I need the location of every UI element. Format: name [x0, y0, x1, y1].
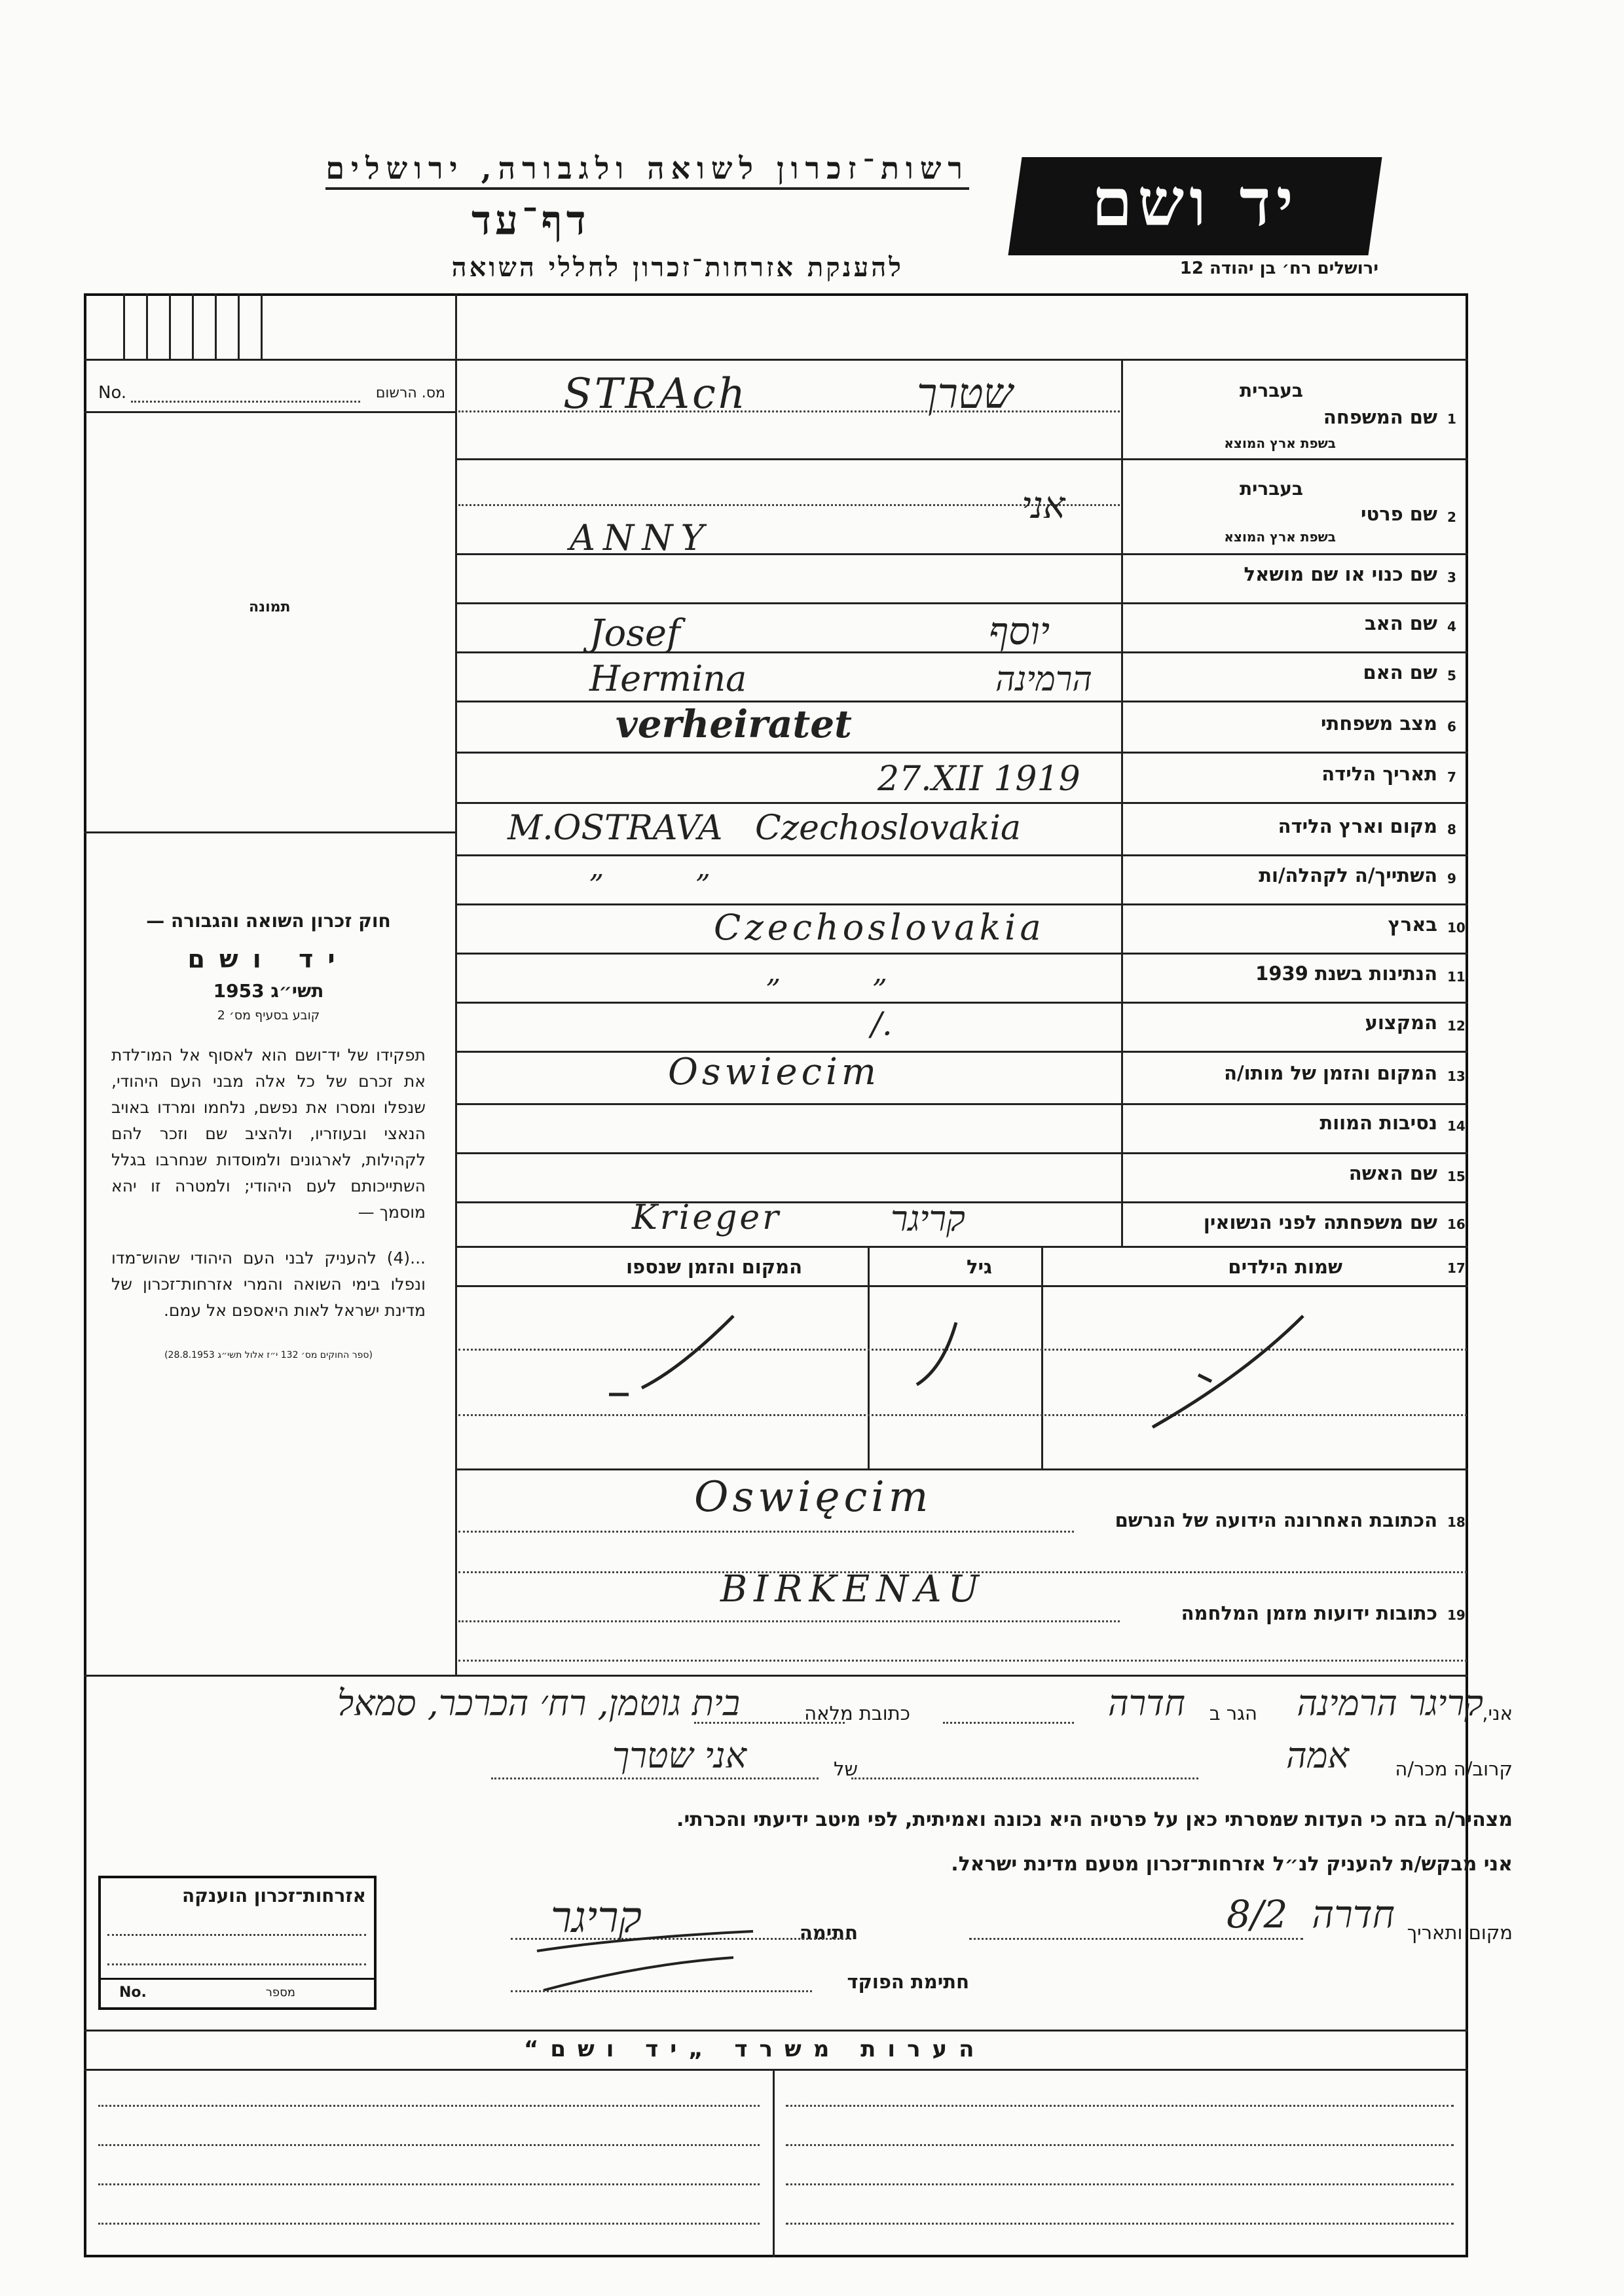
field-number: 15: [1447, 1169, 1466, 1184]
children-place-header: המקום והזמן שנספו: [626, 1256, 802, 1278]
field-number: 9: [1447, 871, 1456, 886]
community-value[interactable]: „ „: [589, 851, 711, 884]
form-subtitle: להענקת אזרחות־זכרון לחללי השואה: [451, 252, 904, 283]
certificate-number-label: מספר: [265, 1986, 295, 1999]
field-label: בשפת ארץ המוצא: [1224, 529, 1336, 545]
form-rule: [455, 1152, 1468, 1154]
field-label: של: [833, 1758, 858, 1780]
victim-name-declaration[interactable]: אני שטרך: [612, 1735, 747, 1776]
field-label: שם כנוי או שם מושאל: [1244, 563, 1437, 585]
field-label: המקום והזמן של מותו/ה: [1224, 1062, 1437, 1084]
dotted-line: [458, 1531, 1074, 1533]
signature-label: חתימה: [799, 1922, 858, 1944]
declaration-request: אני מבקש/ת להעניק לנ״ל אזרחות־זכרון מטעם מדינת ישראל.: [951, 1853, 1513, 1876]
field-number: 8: [1447, 822, 1456, 837]
form-rule: [455, 701, 1468, 702]
law-text-2: ...(4) להעניק לבני העם היהודי שהוש־מדו ונפלו בימי השואה והמרי אזרחות־זכרון של מדינת ישראל לאות היאספם אל עמם.: [111, 1248, 426, 1320]
field-label: בשפת ארץ המוצא: [1224, 435, 1336, 451]
place-date-value[interactable]: חדרה 8/2: [1227, 1892, 1395, 1937]
field-number: 3: [1447, 570, 1456, 585]
family-name-latin[interactable]: STRAch: [563, 370, 748, 418]
declaration-truth: מצהיר/ה בזה כי העדות שמסרתי כאן על פרטיה היא נכונה ואמיתית, לפי מיטב ידיעתי והכרתי.: [676, 1808, 1513, 1831]
form-rule: [84, 411, 455, 413]
field-label: כתובות ידועות מזמן המלחמה: [1181, 1602, 1437, 1624]
wartime-address-value[interactable]: BIRKENAU: [720, 1568, 986, 1611]
dotted-line: [786, 2183, 1454, 2185]
form-rule: [455, 752, 1468, 754]
logo-address: ירושלים רח׳ בן יהודה 12: [1179, 259, 1378, 278]
form-rule: [84, 359, 1468, 361]
death-place-value[interactable]: Oswiecim: [668, 1051, 881, 1093]
field-label: מקום וארץ הלידה: [1278, 815, 1437, 837]
first-name-hebrew[interactable]: אני: [1022, 484, 1065, 527]
field-label: הנתינות בשנת 1939: [1255, 962, 1437, 985]
photo-label: תמונה: [249, 599, 291, 615]
field-label: הכתובת האחרונה הידועה של הנרשם: [1115, 1509, 1437, 1531]
field-number: 19: [1447, 1607, 1466, 1623]
field-number: 4: [1447, 619, 1456, 634]
form-rule: [455, 602, 1468, 604]
form-rule: [455, 458, 1468, 460]
declarant-name[interactable]: קריגר הרמינה: [1297, 1683, 1483, 1724]
dotted-line: [458, 1620, 1120, 1622]
dotted-line: [786, 2223, 1454, 2225]
form-rule: [455, 1103, 1468, 1105]
law-reference: (ספר החוקים מס׳ 132 י״ז אלול תשי״ג 28.8.1953): [164, 1350, 373, 1360]
field-number: 13: [1447, 1068, 1466, 1084]
dotted-line: [969, 1938, 1303, 1940]
field-number: 2: [1447, 509, 1456, 525]
form-rule: [123, 293, 125, 359]
declarant-city[interactable]: חדרה: [1108, 1683, 1185, 1724]
field-label: שם פרטי: [1360, 503, 1437, 525]
children-age-header: גיל: [966, 1256, 992, 1278]
certificate-box-title: אזרחות־זכרון הוענקה: [182, 1885, 366, 1906]
form-rule: [238, 293, 240, 359]
digit-boxes[interactable]: [84, 293, 455, 359]
dotted-line: [786, 2144, 1454, 2146]
field-number: 10: [1447, 920, 1466, 936]
certificate-box: [98, 1876, 377, 2010]
form-rule: [455, 903, 1468, 905]
form-rule: [146, 293, 148, 359]
profession-value[interactable]: /.: [871, 1005, 893, 1043]
law-name: יד ושם: [187, 945, 350, 974]
field-label: נסיבות המוות: [1320, 1112, 1437, 1134]
form-rule: [455, 1051, 1468, 1053]
office-notes-title: הערות משרד „יד ושם“: [524, 2036, 986, 2062]
birth-date-value[interactable]: 27.XII 1919: [877, 759, 1080, 799]
form-rule: [84, 2069, 1468, 2071]
citizenship-value[interactable]: „ „: [766, 956, 888, 989]
maiden-name-hebrew[interactable]: קריגר: [891, 1198, 965, 1239]
family-name-hebrew[interactable]: שטרך: [917, 370, 1013, 418]
field-number: 5: [1447, 668, 1456, 683]
form-rule: [455, 1285, 1468, 1287]
law-section: קובע בסעיף מס׳ 2: [217, 1008, 320, 1023]
form-rule: [261, 293, 263, 359]
field-label: בעברית: [1239, 380, 1303, 401]
field-label: כתובת מלאה: [804, 1702, 910, 1724]
field-label: קרוב/ה מכר/ה: [1395, 1758, 1513, 1780]
dotted-line: [98, 2183, 760, 2185]
field-label: שם האשה: [1348, 1162, 1437, 1184]
law-text-block: [111, 910, 426, 1360]
field-label: שם האב: [1364, 612, 1437, 634]
signature-strike: [524, 1886, 786, 2016]
field-number: 18: [1447, 1514, 1466, 1530]
field-number: 11: [1447, 969, 1466, 985]
form-rule: [455, 953, 1468, 955]
form-rule: [773, 2069, 775, 2257]
dotted-line: [107, 1963, 366, 1965]
field-number: 6: [1447, 719, 1456, 735]
law-year: תשי״ג 1953: [213, 980, 324, 1002]
father-name-latin[interactable]: Josef: [589, 612, 680, 655]
authority-title: רשות־זכרון לשואה ולגבורה, ירושלים: [325, 151, 969, 190]
dotted-line: [851, 1777, 1198, 1779]
form-title: דף־עד: [471, 196, 590, 244]
field-label: שם משפחתה לפני הנשואין: [1203, 1211, 1437, 1233]
field-label: בעברית: [1239, 478, 1303, 500]
mother-name-hebrew[interactable]: הרמינה: [995, 660, 1092, 699]
relationship-value[interactable]: אמה: [1285, 1735, 1349, 1776]
dotted-line: [458, 504, 1120, 506]
field-number: 12: [1447, 1018, 1466, 1034]
logo-text: יד ושם: [1092, 164, 1299, 241]
dotted-line: [107, 1934, 366, 1936]
field-label: מצב משפחתי: [1320, 712, 1437, 735]
children-names-header: שמות הילדים: [1228, 1256, 1342, 1278]
field-label: המקצוע: [1365, 1011, 1437, 1034]
field-label: תאריך הלידה: [1321, 763, 1437, 785]
place-date-label: מקום ותאריך: [1407, 1922, 1513, 1944]
field-number: 16: [1447, 1216, 1466, 1232]
law-text-1: תפקידו של יד־ושם הוא לאסוף אל המו־לדת את זכרם של כל אלה מבני העם היהודי, שנפלו ומסרו את נפשם, נלחמו ומרדו באויב הנאצי ובעוזריו, ולהציב שם וזכר להם לקהילות, לארגונים ולמוסדות שנחרבו בגלל השתייכותם לעם היהודי; ולמטרה זו יהא מוסמך —: [111, 1046, 426, 1222]
certificate-number-prefix: No.: [119, 1984, 147, 2001]
field-number: 17: [1447, 1260, 1466, 1276]
registration-number-label: מס. הרשום: [375, 385, 445, 401]
form-rule: [84, 2030, 1468, 2032]
dotted-line: [511, 1990, 812, 1992]
dotted-line: [98, 2105, 760, 2107]
field-label: שם האם: [1363, 661, 1437, 683]
field-label: בארץ: [1388, 913, 1437, 936]
dotted-line: [491, 1777, 819, 1779]
form-rule: [84, 1675, 1468, 1677]
law-title: חוק זכרון השואה והגבורה —: [146, 910, 391, 932]
birth-place-value[interactable]: M.OSTRAVA Czechoslovakia: [507, 809, 1022, 848]
dotted-line: [943, 1722, 1074, 1724]
last-address-value[interactable]: Oswięcim: [694, 1473, 932, 1522]
field-label: שם המשפחה: [1323, 406, 1437, 428]
dotted-line: [786, 2105, 1454, 2107]
first-name-latin[interactable]: ANNY: [570, 517, 712, 558]
mother-name-latin[interactable]: Hermina: [589, 658, 747, 699]
dotted-line: [98, 2144, 760, 2146]
marital-status-value[interactable]: verheiratet: [616, 702, 852, 746]
form-rule: [215, 293, 217, 359]
form-rule: [84, 831, 455, 833]
signature-value[interactable]: קריגר: [550, 1892, 642, 1942]
father-name-hebrew[interactable]: יוסף: [989, 609, 1050, 653]
form-rule: [455, 1468, 1468, 1470]
form-rule: [455, 1002, 1468, 1004]
dotted-line: [458, 1660, 1467, 1662]
form-rule: [455, 293, 457, 1675]
children-dash-marks: [458, 1296, 1467, 1467]
declarant-address[interactable]: בית גוטמן, רח׳ הכרכר, סמאל: [337, 1683, 740, 1724]
field-number: 14: [1447, 1118, 1466, 1134]
form-rule: [169, 293, 171, 359]
form-rule: [455, 802, 1468, 804]
field-label: הגר ב: [1209, 1702, 1257, 1724]
dotted-line: [98, 2223, 760, 2225]
field-number: 1: [1447, 411, 1456, 427]
field-number: 7: [1447, 769, 1456, 785]
registration-number-prefix: No.: [98, 383, 127, 403]
official-signature-label: חתימת הפוקד: [847, 1971, 969, 1993]
field-label: השתייך/ה לקהלה/ות: [1259, 864, 1437, 886]
form-rule: [192, 293, 194, 359]
dotted-line: [458, 410, 1120, 412]
field-label: אני,: [1482, 1702, 1513, 1724]
form-rule: [455, 1246, 1468, 1248]
registration-number-field[interactable]: [131, 401, 360, 403]
maiden-name-latin[interactable]: Krieger: [632, 1198, 782, 1237]
country-value[interactable]: Czechoslovakia: [714, 907, 1045, 948]
